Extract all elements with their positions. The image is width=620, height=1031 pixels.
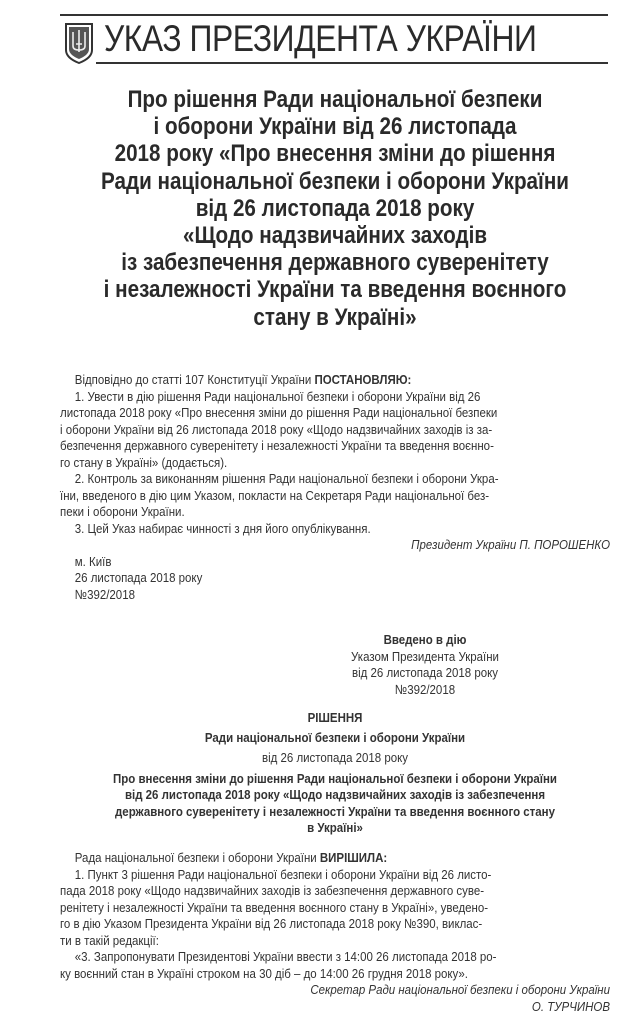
document-header-title: УКАЗ ПРЕЗИДЕНТА УКРАЇНИ (104, 18, 537, 59)
enacted-line: №392/2018 (394, 681, 456, 697)
enacted-block (260, 632, 590, 698)
title-line: із забезпечення державного суверенітету (121, 249, 549, 277)
decree-item-1-line: листопада 2018 року «Про внесення зміни до рішення Ради національної безпеки (60, 405, 498, 420)
decision-item-1-line: ренітету і незалежності України та введення воєнного стану в Україні», уведено- (60, 899, 489, 915)
decision-header (60, 710, 610, 837)
title-line: і незалежності України та введення воєнного (103, 276, 567, 304)
decree-item-2-line: пеки і оборони України. (60, 504, 185, 519)
decision-item-1-line: го в дію Указом Президента України від 26 листопада 2018 року №390, виклас- (60, 916, 483, 931)
enacted-line: від 26 листопада 2018 року (351, 665, 499, 680)
decision-body-name: Ради національної безпеки і оборони України (204, 729, 466, 745)
decree-item-2-line: 2. Контроль за виконанням рішення Ради національної безпеки і оборони Укра- (74, 471, 499, 486)
preamble-text: Рада національної безпеки і оборони України (74, 850, 320, 865)
decision-item-1-line: ти в такій редакції: (60, 932, 159, 948)
title-line: Ради національної безпеки і оборони України (100, 167, 569, 195)
decree-number: №392/2018 (74, 586, 135, 602)
title-line: стану в Україні» (253, 303, 417, 331)
decision-subject-line: Про внесення зміни до рішення Ради національної безпеки і оборони України (113, 770, 557, 786)
header-top-rule (60, 14, 608, 16)
decision-item-1-line: пада 2018 року «Щодо надзвичайних заходів із забезпечення державного суве- (60, 883, 485, 898)
secretary-title: Секретар Ради національної безпеки і оборони України (310, 982, 610, 997)
trident-emblem-icon (64, 22, 94, 64)
decision-quote-line: «3. Запропонувати Президентові України ввести з 14:00 26 листопада 2018 ро- (74, 949, 497, 964)
president-signature: Президент України П. ПОРОШЕНКО (411, 537, 610, 552)
decree-place: м. Київ (74, 553, 112, 569)
title-line: Про рішення Ради національної безпеки (127, 86, 543, 113)
decree-date: 26 листопада 2018 року (74, 570, 203, 585)
decision-heading: РІШЕННЯ (307, 710, 363, 725)
decree-body (60, 372, 610, 603)
enacted-title: Введено в дію (383, 632, 467, 647)
decree-preamble (60, 372, 539, 389)
decree-item-2-line: їни, введеного в дію цим Указом, покласти на Секретаря Ради національної без- (60, 487, 490, 503)
decree-item-1-line: безпечення державного суверенітету і незалежності України та введення воєнно- (60, 438, 494, 453)
decision-quote-line: ку воєнний стан в Україні строком на 30 діб – до 14:00 26 грудня 2018 року». (60, 965, 468, 981)
decree-item-1-line: го стану в Україні» (додається). (60, 454, 228, 470)
title-line: «Щодо надзвичайних заходів (182, 222, 488, 250)
decision-subject-line: від 26 листопада 2018 року «Щодо надзвичайних заходів із забезпечення (124, 787, 546, 802)
enacted-line: Указом Президента України (351, 648, 499, 664)
title-line: 2018 року «Про внесення зміни до рішення (114, 140, 556, 168)
decision-body (60, 850, 610, 1015)
decision-item-1-line: 1. Пункт 3 рішення Ради національної безпеки і оборони України від 26 листо- (74, 866, 492, 882)
decision-subject-line: державного суверенітету і незалежності України та введення воєнного стану (115, 803, 555, 819)
preamble-text: Відповідно до статті 107 Конституції України (74, 372, 315, 387)
decree-item-1-line: і оборони України від 26 листопада 2018 року «Щодо надзвичайних заходів із за- (60, 421, 493, 437)
decree-title (60, 86, 610, 331)
decree-item-3: 3. Цей Указ набирає чинності з дня його опублікування. (74, 520, 371, 536)
decree-item-1-line: 1. Увести в дію рішення Ради національної безпеки і оборони України від 26 (74, 388, 481, 404)
preamble-verb: ПОСТАНОВЛЯЮ: (314, 372, 412, 387)
decision-preamble (60, 850, 539, 867)
preamble-verb: ВИРІШИЛА: (319, 850, 388, 865)
secretary-name: О. ТУРЧИНОВ (531, 998, 610, 1014)
decision-date: від 26 листопада 2018 року (261, 750, 409, 765)
title-line: від 26 листопада 2018 року (195, 194, 475, 222)
decision-subject-line: в Україні» (307, 820, 363, 835)
title-line: і оборони України від 26 листопада (153, 113, 517, 141)
header-bottom-rule (96, 62, 608, 64)
